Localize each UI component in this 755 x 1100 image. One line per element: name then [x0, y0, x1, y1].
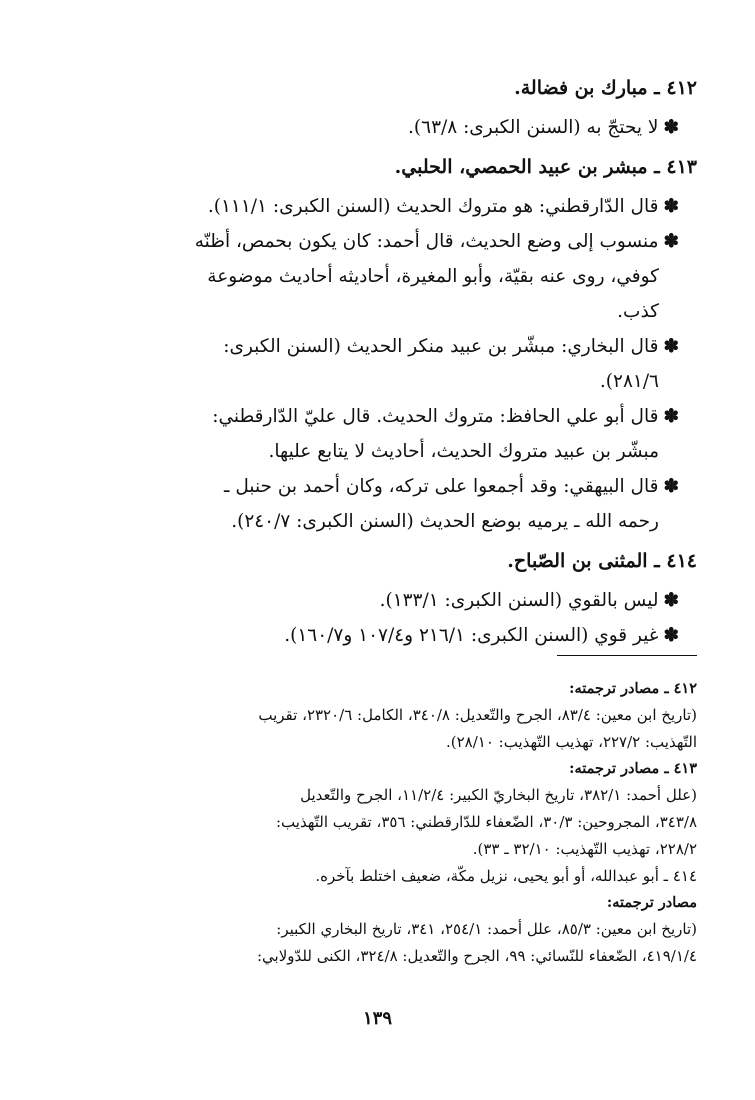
entry-text: منسوب إلى وضع الحديث، قال أحمد: كان يكون بحمص، أظنّه: [194, 231, 659, 252]
entry-line: [47, 583, 697, 618]
entry-continuation: كوفي، روى عنه بقيّة، وأبو المغيرة، أحاديثه أحاديث موضوعة: [207, 266, 659, 287]
asterisk-icon: ✽: [663, 196, 679, 217]
entry-title: ٤١٢ ـ مبارك بن فضالة.: [514, 77, 697, 99]
entry-text: قال أبو علي الحافظ: متروك الحديث. قال عليّ الدّارقطني:: [212, 406, 659, 427]
entry-text: لا يحتجّ به (السنن الكبرى: ٦٣/٨).: [408, 117, 659, 138]
asterisk-icon: ✽: [663, 336, 679, 357]
footnote-line: ٤١٩/١/٤، الضّعفاء للنّسائي: ٩٩، الجرح والتّعديل: ٣٢٤/٨، الكنى للدّولابي:: [257, 947, 697, 965]
footnote-heading: ٤١٢ ـ مصادر ترجمته:: [569, 680, 697, 697]
entry-title: ٤١٣ ـ مبشر بن عبيد الحمصي، الحلبي.: [394, 156, 697, 178]
asterisk-icon: ✽: [663, 476, 679, 497]
footnote-line: التّهذيب: ٢٢٧/٢، تهذيب التّهذيب: ٢٨/١٠).: [446, 733, 697, 751]
entry-text: قال البيهقي: وقد أجمعوا على تركه، وكان أحمد بن حنبل ـ: [224, 476, 659, 497]
footnote-line: (تاريخ ابن معين: ٨٣/٤، الجرح والتّعديل: ٣٤٠/٨، الكامل: ٢٣٢٠/٦، تقريب: [258, 706, 697, 724]
entry-text: قال البخاري: مبشّر بن عبيد منكر الحديث (السنن الكبرى:: [223, 336, 659, 357]
footnote-line: (علل أحمد: ٣٨٢/١، تاريخ البخاريّ الكبير: ١١/٢/٤، الجرح والتّعديل: [300, 786, 697, 804]
asterisk-icon: ✽: [663, 625, 679, 646]
entry-line: [47, 224, 697, 259]
entry-text: قال الدّارقطني: هو متروك الحديث (السنن الكبرى: ١١١/١).: [207, 196, 659, 217]
entry-line: [47, 469, 697, 504]
entry-line: [47, 329, 697, 364]
entry-line: [47, 189, 697, 224]
entry-text: ليس بالقوي (السنن الكبرى: ١٣٣/١).: [379, 590, 659, 611]
entry-continuation: مبشّر بن عبيد متروك الحديث، أحاديث لا يتابع عليها.: [268, 441, 659, 462]
footnote-heading: مصادر ترجمته:: [606, 894, 697, 911]
footnote-line: ٤١٤ ـ أبو عبدالله، أو أبو يحيى، نزيل مكّة، ضعيف اختلط بآخره.: [315, 867, 697, 885]
main-text: [47, 66, 697, 653]
entry-text: غير قوي (السنن الكبرى: ٢١٦/١ و١٠٧/٤ و١٦٠/٧).: [284, 625, 659, 646]
asterisk-icon: ✽: [663, 231, 679, 252]
footnotes: [47, 676, 697, 970]
footnote-heading: ٤١٣ ـ مصادر ترجمته:: [569, 760, 697, 777]
entry-continuation: ٢٨١/٦).: [599, 371, 659, 392]
entry-line: [47, 110, 697, 145]
entry-line: [47, 399, 697, 434]
footnote-line: (تاريخ ابن معين: ٨٥/٣، علل أحمد: ٢٥٤/١، ٣٤١، تاريخ البخاري الكبير:: [276, 920, 697, 938]
entry-continuation: رحمه الله ـ يرميه بوضع الحديث (السنن الكبرى: ٢٤٠/٧).: [231, 511, 659, 532]
footnote-line: ٣٤٣/٨، المجروحين: ٣٠/٣، الضّعفاء للدّارقطني: ٣٥٦، تقريب التّهذيب:: [275, 813, 697, 831]
asterisk-icon: ✽: [663, 117, 679, 138]
entry-title: ٤١٤ ـ المثنى بن الصّباح.: [507, 550, 697, 572]
page-number: ١٣٩: [362, 1008, 392, 1029]
footnote-line: ٢٢٨/٢، تهذيب التّهذيب: ٣٢/١٠ ـ ٣٣).: [472, 840, 697, 858]
footnote-divider: [557, 655, 697, 656]
entry-continuation: كذب.: [617, 301, 659, 322]
entry-line: [47, 618, 697, 653]
asterisk-icon: ✽: [663, 406, 679, 427]
asterisk-icon: ✽: [663, 590, 679, 611]
